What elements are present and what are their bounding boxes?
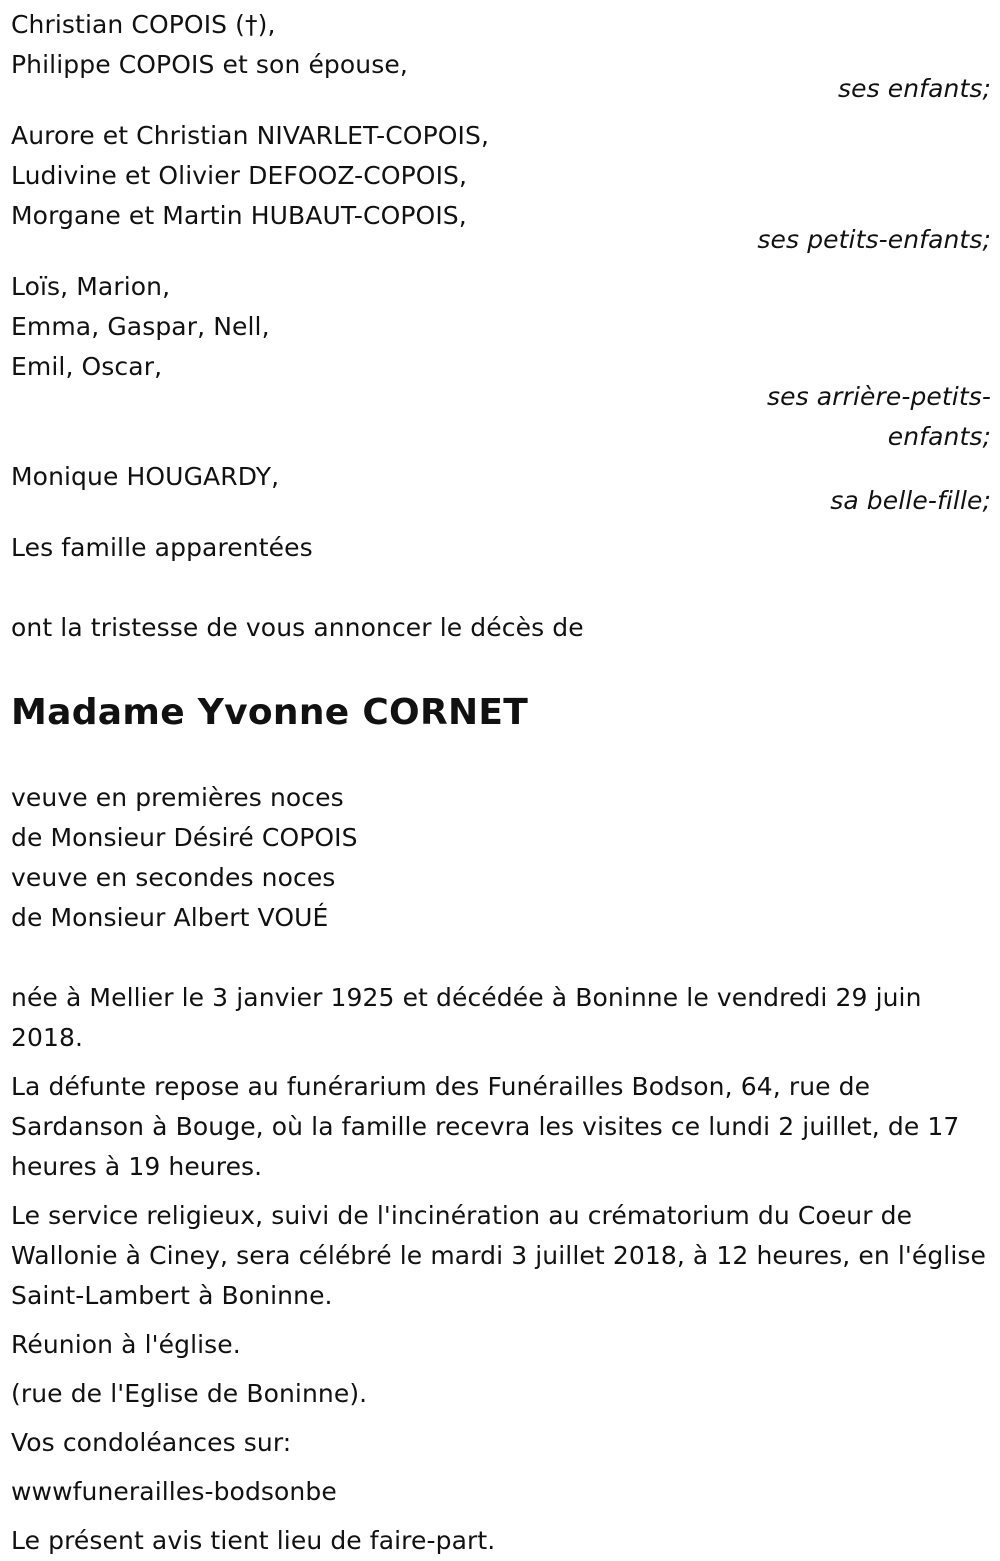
relation-label: ses enfants;: [837, 74, 991, 103]
family-member-line: Morgane et Martin HUBAUT-COPOIS,: [11, 201, 467, 230]
family-member-line: Philippe COPOIS et son épouse,: [11, 50, 408, 79]
relation-label: ses petits-enfants;: [757, 225, 991, 254]
relation-label: sa belle-fille;: [830, 486, 991, 515]
address-paragraph: (rue de l'Eglise de Boninne).: [11, 1379, 368, 1408]
great-grandchildren-group: [11, 267, 991, 457]
family-member-line: Monique HOUGARDY,: [11, 462, 280, 491]
widow-lines: [11, 778, 991, 938]
condolences-paragraph: Vos condoléances sur:: [11, 1428, 292, 1457]
service-paragraph: Le service religieux, suivi de l'incinération au crématorium du Coeur de Wallonie à Ciney, sera célébré le mardi 3 juillet 2018, à 12 heures, en l'église Saint-Lambert à Boninne.: [11, 1201, 986, 1310]
relation-label: ses arrière-petits-enfants;: [766, 382, 991, 451]
daughter-in-law-group: [11, 457, 991, 521]
deceased-name: Madame Yvonne CORNET: [11, 692, 529, 733]
widow-line: veuve en secondes noces: [11, 863, 336, 892]
family-member-line: Emil, Oscar,: [11, 352, 163, 381]
announcement-intro: ont la tristesse de vous annoncer le décès de: [11, 613, 584, 642]
details-section: [11, 978, 991, 1561]
family-member-line: Emma, Gaspar, Nell,: [11, 312, 270, 341]
funerarium-paragraph: La défunte repose au funérarium des Funérailles Bodson, 64, rue de Sardanson à Bouge, où la famille recevra les visites ce lundi 2 juillet, de 17 heures à 19 heures.: [11, 1072, 960, 1181]
family-member-line: Ludivine et Olivier DEFOOZ-COPOIS,: [11, 161, 468, 190]
grandchildren-group: [11, 116, 991, 260]
closing-paragraph: Le présent avis tient lieu de faire-part.: [11, 1526, 496, 1555]
relatives-line: Les famille apparentées: [11, 533, 313, 562]
widow-line: de Monsieur Albert VOUÉ: [11, 903, 329, 932]
family-member-line: Christian COPOIS (†),: [11, 10, 276, 39]
family-member-line: Aurore et Christian NIVARLET-COPOIS,: [11, 121, 490, 150]
family-member-line: Loïs, Marion,: [11, 272, 171, 301]
children-group: [11, 5, 991, 109]
website-text: wwwfunerailles-bodsonbe: [11, 1477, 337, 1506]
widow-line: de Monsieur Désiré COPOIS: [11, 823, 358, 852]
widow-line: veuve en premières noces: [11, 783, 344, 812]
meeting-paragraph: Réunion à l'église.: [11, 1330, 241, 1359]
birth-death-paragraph: née à Mellier le 3 janvier 1925 et décédée à Boninne le vendredi 29 juin 2018.: [11, 983, 922, 1052]
